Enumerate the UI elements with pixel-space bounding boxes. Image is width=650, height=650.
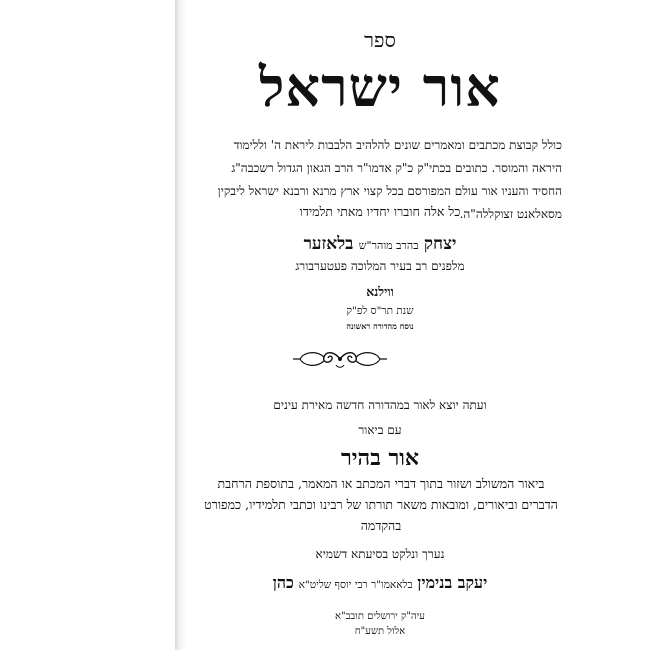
author-line <box>200 236 560 253</box>
new-edition-line: ועתה יוצא לאור במהדורה חדשה מאירת עינים <box>273 398 487 412</box>
editor-father: בלאאמו"ר רבי יוסף שליט"א <box>298 579 413 591</box>
year-line: שנת תר"ס לפ"ק <box>346 305 414 317</box>
editor-first-name: יעקב בנימין <box>417 573 488 592</box>
author-last-name: בלאזער <box>303 234 354 254</box>
author-first-name: יצחק <box>423 234 457 254</box>
city-line: ווילנא <box>366 284 394 299</box>
compiled-line: כל אלה חוברו יחדיו מאתי תלמידו <box>299 204 461 219</box>
edited-line: נערך ונלקט בסיעתא דשמיא <box>315 547 445 561</box>
date-line: אלול תשע"ח <box>354 626 406 637</box>
commentary-description: ביאור המשולב ושזור בתוך דברי המכתב או המאמר, בתוספת הרחבת הדברים וביאורים, ומובאות משאר תורתו של רבינו וכתבי תלמידיו, כמפורט בהקדמה <box>204 476 558 533</box>
editor-last-name: כהן <box>272 573 294 592</box>
rav-line: מלפנים רב בעיר המלוכה פעטערבורג <box>295 259 465 273</box>
place-line: עיה"ק ירושלים תובב"א <box>335 611 425 622</box>
intro-paragraph: כולל קבוצת מכתבים ומאמרים שונים להלהיב הלבבות ליראת ה' וללימוד היראה והמוסר. כתובים בכתי"ק כ"ק אדמו"ר הרב הגאון הגדול רשכבה"ג החסיד והעניו אור עולם המפורסם בכל קצוי ארץ מרנא ורבנא ישראל ליבקין מסאלאנט זצוקללה"ה. <box>217 138 562 221</box>
with-commentary-line: עם ביאור <box>358 423 402 437</box>
commentary-title: אור בהיר <box>340 445 420 471</box>
editor-line <box>200 575 560 591</box>
book-spine-shadow <box>175 0 187 650</box>
author-father: בהרב מוהר"ש <box>358 239 419 252</box>
edition-note: נוסח מהדורה ראשונה <box>346 321 414 331</box>
sefer-label: ספר <box>364 28 396 52</box>
book-title: אור ישראל <box>259 55 501 119</box>
scroll-flourish-ornament-icon <box>290 348 390 370</box>
